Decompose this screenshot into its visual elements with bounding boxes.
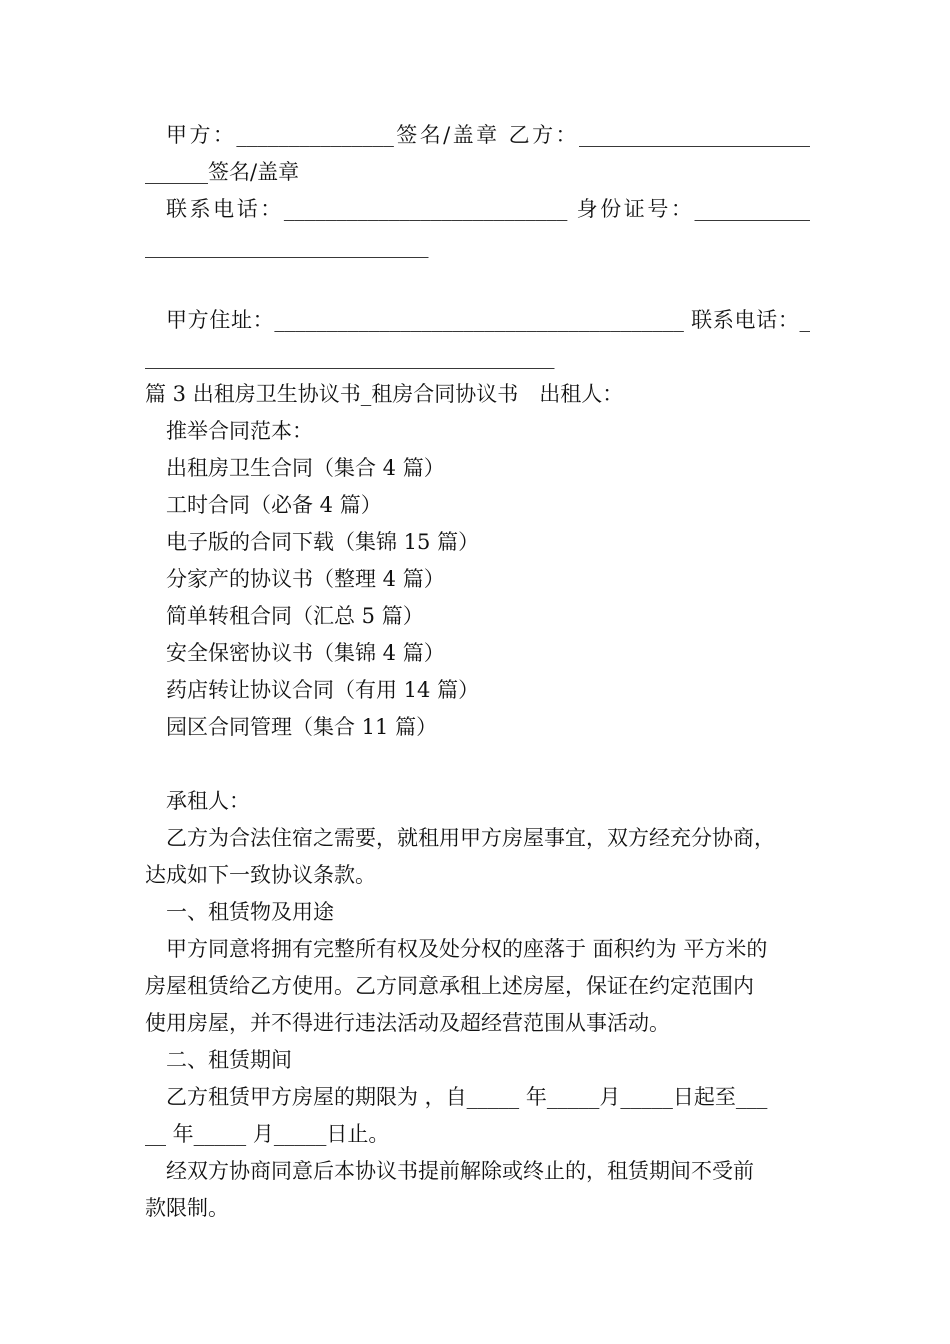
id-number-line-cont: ___________________________ (145, 234, 429, 258)
document-page (145, 117, 810, 1227)
recommended-link[interactable]: 简单转租合同（汇总 5 篇） (166, 604, 424, 628)
paragraph-text: __ 年_____ 月_____日止。 (145, 1122, 390, 1146)
clause-heading: 二、租赁期间 (166, 1048, 292, 1072)
recommended-link[interactable]: 电子版的合同下载（集锦 15 篇） (166, 530, 480, 554)
party-a-signature-line: 甲方：_______________签名/盖章 乙方：______________________ (166, 123, 810, 147)
paragraph-text: 乙方为合法住宿之需要，就租用甲方房屋事宜，双方经充分协商， (166, 826, 775, 850)
recommended-templates-label: 推举合同范本： (166, 419, 313, 443)
recommended-link[interactable]: 安全保密协议书（集锦 4 篇） (166, 641, 445, 665)
lessee-label: 承租人： (166, 789, 250, 813)
blank-line (145, 746, 810, 783)
paragraph-text: 甲方同意将拥有完整所有权及处分权的座落于 面积约为 平方米的 (166, 937, 768, 961)
paragraph-text: 使用房屋，并不得进行违法活动及超经营范围从事活动。 (145, 1011, 670, 1035)
recommended-link[interactable]: 药店转让协议合同（有用 14 篇） (166, 678, 480, 702)
recommended-link[interactable]: 分家产的协议书（整理 4 篇） (166, 567, 445, 591)
party-a-address-line: 甲方住址：_______________________________________ 联系电话：_ (166, 308, 810, 332)
recommended-link[interactable]: 工时合同（必备 4 篇） (166, 493, 382, 517)
paragraph-text: 达成如下一致协议条款。 (145, 863, 376, 887)
section-heading: 篇 3 出租房卫生协议书_租房合同协议书 出租人： (145, 382, 624, 406)
paragraph-text: 房屋租赁给乙方使用。乙方同意承租上述房屋，保证在约定范围内 (145, 974, 754, 998)
party-a-address-line-cont: _______________________________________ (145, 345, 555, 369)
paragraph-text: 乙方租赁甲方房屋的期限为 ，自_____ 年_____月_____日起至___ (166, 1085, 768, 1109)
paragraph-text: 款限制。 (145, 1196, 229, 1220)
recommended-link[interactable]: 园区合同管理（集合 11 篇） (166, 715, 438, 739)
party-b-signature-line-cont: ______签名/盖章 (145, 160, 300, 184)
clause-heading: 一、租赁物及用途 (166, 900, 334, 924)
contact-phone-line: 联系电话：___________________________ 身份证号：___________ (166, 197, 810, 221)
recommended-link[interactable]: 出租房卫生合同（集合 4 篇） (166, 456, 445, 480)
paragraph-text: 经双方协商同意后本协议书提前解除或终止的，租赁期间不受前 (166, 1159, 754, 1183)
blank-line (145, 265, 810, 302)
